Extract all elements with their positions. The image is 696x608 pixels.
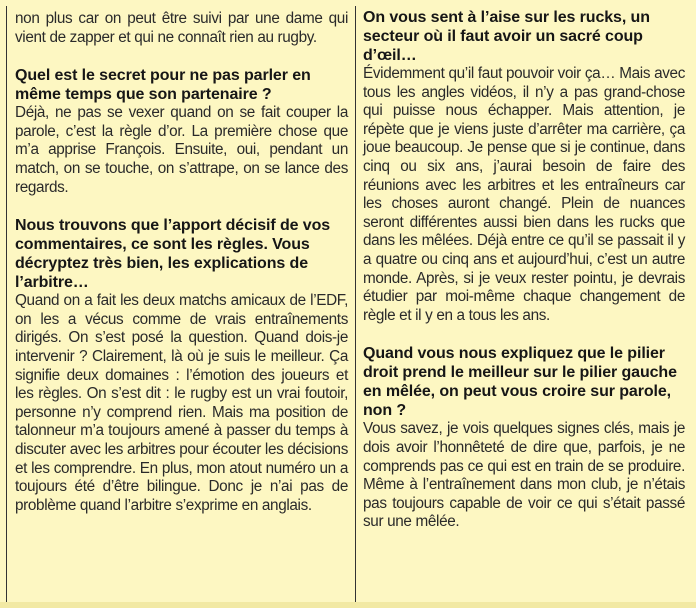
question-heading: Quand vous nous expliquez que le pilier droit prend le meilleur sur le pilier gauche en mêlée, on peut vous croire sur parole, non ?: [363, 345, 677, 420]
question-heading: Nous trouvons que l’apport décisif de vos commentaires, ce sont les règles. Vous décryptez très bien, les explications de l’arbitre…: [15, 217, 331, 292]
right-column: [363, 8, 685, 532]
answer-paragraph: Vous savez, je vois quelques signes clés, mais je dois avoir l’honnêteté de dire que, parfois, je ne comprends pas ce qui est en train de se produire. Même à l’entraînement dans mon club, je n’étais pas toujours capable de voir ce qui s’était passé sur une mêlée.: [363, 420, 685, 531]
qa-block: [363, 8, 685, 325]
question-heading: Quel est le secret pour ne pas parler en même temps que son partenaire ?: [15, 67, 311, 104]
continuation-paragraph: non plus car on peut être suivi par une dame qui vient de zapper et qui ne connaît rien au rugby.: [15, 10, 348, 46]
qa-block: [363, 344, 685, 532]
answer-paragraph: Quand on a fait les deux matchs amicaux de l’EDF, on les a vécus comme de vrais entraînements dirigés. On s’est posé la question. Quand dois-je intervenir ? Clairement, là où je suis le meilleur. Ça signifie deux domaines : l’émotion des joueurs et les règles. On s’est dit : le rugby est un vrai foutoir, personne n’y comprend rien. Mais ma position de talonneur m’a toujours amené à passer du temps à discuter avec les arbitres pour écouter les décisions et les comprendre. En plus, mon atout numéro un a toujours été d’être bilingue. Donc je n’ai pas de problème quand l’arbitre s’exprime en anglais.: [15, 292, 348, 514]
left-column: [15, 10, 348, 515]
column-divider: [355, 6, 356, 604]
left-column-rule: [6, 6, 7, 604]
bottom-band: [0, 602, 696, 608]
answer-paragraph: Évidemment qu’il faut pouvoir voir ça… Mais avec tous les angles vidéos, il n’y a pas grand-chose qui puisse nous échapper. Mais attention, je répète que je viens juste d’arrêter ma carrière, ça joue beaucoup. Je pense que si je continue, dans cinq ou six ans, j’aurai besoin de faire des réunions avec les arbitres et les entraîneurs car les choses auront changé. Plein de nuances seront différentes aussi bien dans les rucks que dans les mêlées. Déjà entre ce qu’il se passait il y a quatre ou cinq ans et aujourd’hui, c’est un autre monde. Après, si je veux rester pointu, je devrais étudier par moi-même chaque changement de règle et il y en a tous les ans.: [363, 65, 685, 324]
qa-block: [15, 66, 348, 197]
answer-paragraph: Déjà, ne pas se vexer quand on se fait couper la parole, c’est la règle d’or. La première chose que m’a apprise François. Ensuite, oui, pendant un match, on se touche, on s’attrape, on se lance des regards.: [15, 104, 348, 196]
qa-block: [15, 216, 348, 515]
question-heading: On vous sent à l’aise sur les rucks, un secteur où il faut avoir un sacré coup d’œil…: [363, 9, 650, 64]
